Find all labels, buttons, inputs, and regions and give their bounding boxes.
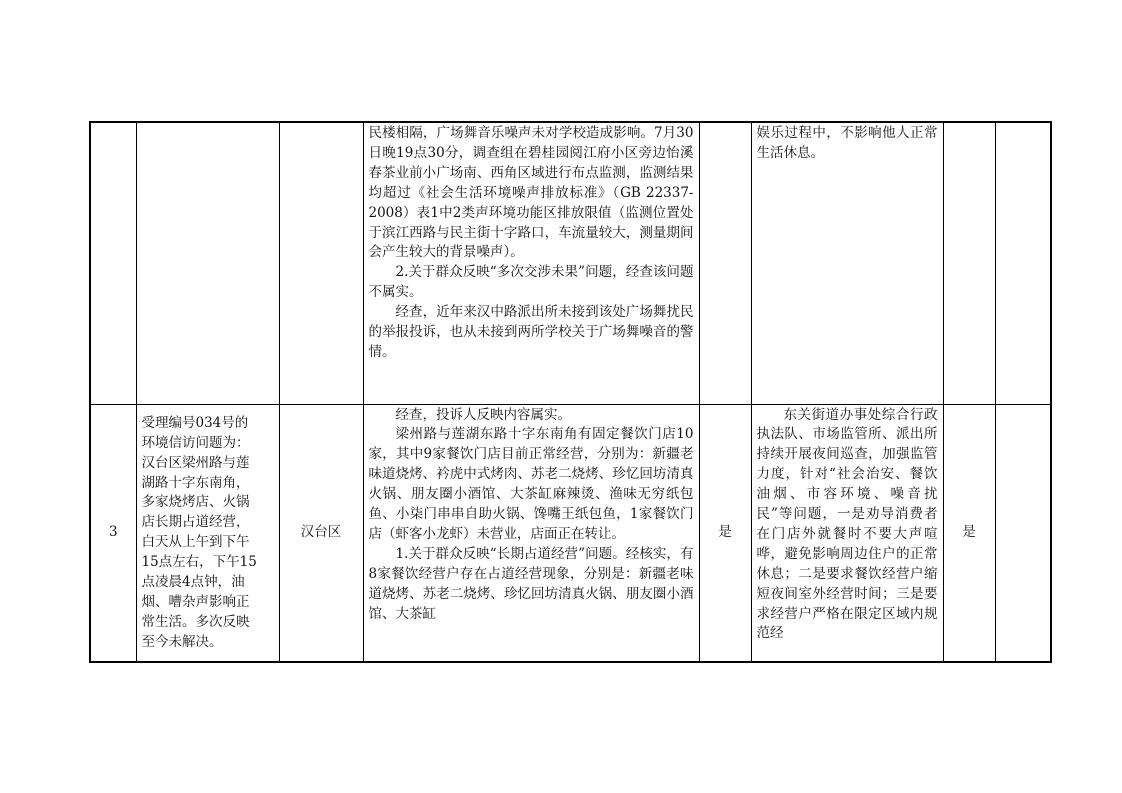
cell-number	[90, 122, 136, 404]
issue-line: 烟、嘈杂声影响正	[141, 593, 250, 610]
findings-paragraph: 梁州路与莲湖东路十字东南角有固定餐饮门店10家，其中9家餐饮门店目前正常经营，分别为：新疆老味道烧烤、衿虎中式烤肉、苏老二烧烤、珍忆回坊清真火锅、朋友圈小酒馆、大茶缸麻辣烫、渔味无穷纸包鱼、小柒门串串自助火锅、馋嘴王纸包鱼，1家餐饮门店（虾客小龙虾）未营业，店面正在转让。	[368, 426, 694, 542]
cell-notes	[995, 404, 1051, 662]
table-body	[90, 122, 1051, 662]
issue-line: 15点左右，下午15	[141, 554, 257, 571]
findings-paragraph: 经查，近年来汉中路派出所未接到该处广场舞扰民的举报投诉，也从未接到两所学校关于广场舞噪音的警情。	[368, 304, 694, 360]
table-row	[90, 122, 1051, 404]
issue-line: 湖路十字东南角，	[141, 474, 250, 491]
cell-district: 汉台区	[279, 404, 363, 662]
rectification-paragraph: 娱乐过程中，不影响他人正常生活休息。	[756, 125, 938, 161]
table-row	[90, 404, 1051, 662]
cell-verified	[699, 122, 751, 404]
cell-findings	[363, 404, 699, 662]
issue-line: 至今未解决。	[141, 633, 223, 650]
findings-paragraph: 经查，投诉人反映内容属实。	[395, 406, 571, 423]
issue-text	[137, 413, 279, 653]
cell-findings	[363, 122, 699, 404]
cell-rectification	[751, 122, 943, 404]
cell-notes	[995, 122, 1051, 404]
findings-paragraph: 民楼相隔，广场舞音乐噪声未对学校造成影响。7月30日晚19点30分，调查组在碧桂园阅江府小区旁边怡溪春茶业前小广场南、西角区域进行布点监测，监测结果均超过《社会生活环境噪声排放标准》（GB 22337-2008）表1中2类声环境功能区排放限值（监测位置处于滨江西路与民主街十字路口，车流量较大，测量期间会产生较大的背景噪声）。	[368, 125, 694, 261]
findings-paragraph: 2.关于群众反映“多次交涉未果”问题，经查该问题不属实。	[368, 264, 694, 301]
cell-issue	[136, 122, 279, 404]
complaint-table	[89, 121, 1052, 663]
cell-rectification	[751, 404, 943, 662]
issue-line: 店长期占道经营，	[141, 514, 250, 531]
issue-line: 白天从上午到下午	[141, 534, 250, 551]
issue-line: 多家烧烤店、火锅	[141, 494, 250, 511]
rectification-paragraph: 东关街道办事处综合行政执法队、市场监管所、派出所持续开展夜间巡查，加强监管力度，针对“社会治安、餐饮油烟、市容环境、噪音扰民”等问题，一是劝导消费者在门店外就餐时不要大声喧哗，避免影响周边住户的正常休息；二是要求餐饮经营户缩短夜间室外经营时间；三是要求经营户严格在限定区域内规范经	[756, 406, 938, 642]
cell-verified: 是	[699, 404, 751, 662]
cell-done	[943, 122, 995, 404]
issue-line: 点凌晨4点钟，油	[141, 574, 245, 591]
issue-line: 环境信访问题为：	[141, 434, 250, 451]
findings-paragraph: 1.关于群众反映“长期占道经营”问题。经核实，有8家餐饮经营户存在占道经营现象，分别是：新疆老味道烧烤、苏老二烧烤、珍忆回坊清真火锅、朋友圈小酒馆、大茶缸	[368, 545, 694, 622]
issue-line: 汉台区梁州路与莲	[141, 454, 250, 471]
issue-text	[137, 263, 279, 264]
issue-line: 受理编号034号的	[141, 414, 249, 431]
issue-line: 常生活。多次反映	[141, 613, 250, 630]
cell-district	[279, 122, 363, 404]
cell-issue	[136, 404, 279, 662]
cell-done: 是	[943, 404, 995, 662]
cell-number: 3	[90, 404, 136, 662]
